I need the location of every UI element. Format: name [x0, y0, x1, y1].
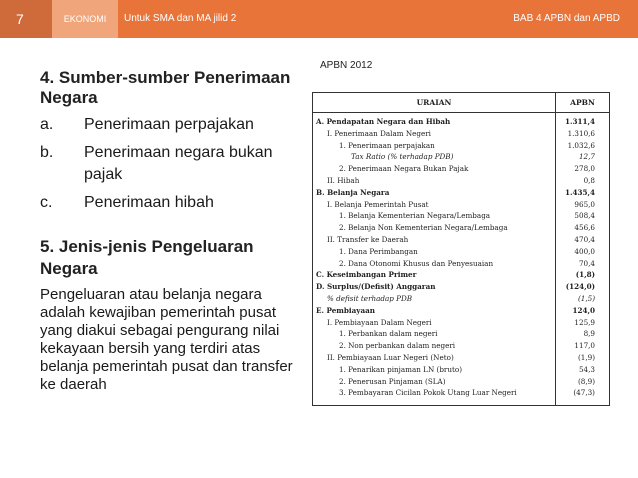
list-item: [40, 192, 308, 214]
row-label: 2. Belanja Non Kementerian Negara/Lembaga: [313, 222, 556, 234]
page-number: 7: [0, 0, 52, 38]
row-label: 2. Dana Otonomi Khusus dan Penyesuaian: [313, 258, 556, 270]
row-label: B. Belanja Negara: [313, 187, 556, 199]
row-value: 125,9: [574, 317, 595, 327]
table-row: [313, 305, 610, 317]
row-label: C. Keseimbangan Primer: [313, 269, 556, 281]
table-row: [313, 340, 610, 352]
chapter-title: BAB 4 APBN dan APBD: [513, 13, 620, 24]
row-value: (47,3): [573, 388, 595, 398]
list-item-text: Penerimaan negara bukan pajak: [84, 144, 273, 183]
header-bar: [0, 0, 638, 38]
row-value: 470,4: [574, 234, 595, 244]
row-value: (8,9): [577, 376, 595, 386]
book-title: Untuk SMA dan MA jilid 2: [124, 13, 237, 24]
section5-title: 5. Jenis-jenis Pengeluaran Negara: [40, 237, 254, 278]
row-value: (124,0): [565, 282, 595, 292]
list-item-text: Penerimaan perpajakan: [84, 116, 254, 133]
table-row: [313, 128, 610, 140]
subject-label: EKONOMI: [52, 0, 118, 38]
row-label: 1. Dana Perimbangan: [313, 246, 556, 258]
table-row: [313, 234, 610, 246]
table-row: [313, 163, 610, 175]
row-label: 1. Perbankan dalam negeri: [313, 328, 556, 340]
list-item: [40, 114, 308, 136]
list-marker: a.: [40, 116, 54, 133]
table-row: [313, 269, 610, 281]
column-header-apbn: APBN: [556, 93, 610, 113]
row-label: II. Hibah: [313, 175, 556, 187]
table-row: [313, 364, 610, 376]
row-label: 2. Non perbankan dalam negeri: [313, 340, 556, 352]
table-row: [313, 328, 610, 340]
list-marker: b.: [40, 144, 54, 161]
table-row: [313, 293, 610, 305]
row-label: II. Transfer ke Daerah: [313, 234, 556, 246]
table-row: [313, 376, 610, 388]
row-label: 1. Belanja Kementerian Negara/Lembaga: [313, 210, 556, 222]
row-value: 12,7: [578, 152, 595, 162]
row-label: A. Pendapatan Negara dan Hibah: [313, 113, 556, 128]
table-row: [313, 199, 610, 211]
row-label: E. Pembiayaan: [313, 305, 556, 317]
row-value: 8,9: [583, 329, 595, 339]
row-value: 1.310,6: [567, 128, 595, 138]
table-row: [313, 317, 610, 329]
table-row: [313, 258, 610, 270]
row-label: 2. Penerimaan Negara Bukan Pajak: [313, 163, 556, 175]
column-header-uraian: URAIAN: [313, 93, 556, 113]
row-value: 965,0: [574, 199, 595, 209]
row-label: II. Pembiayaan Luar Negeri (Neto): [313, 352, 556, 364]
row-label: 2. Penerusan Pinjaman (SLA): [313, 376, 556, 388]
table-row: [313, 387, 610, 405]
table-row: [313, 222, 610, 234]
row-value: 400,0: [574, 246, 595, 256]
section4-title: 4. Sumber-sumber Penerimaan Negara: [40, 68, 291, 107]
row-value: (1,5): [577, 293, 595, 303]
table-row: [313, 246, 610, 258]
row-value: (1,9): [577, 352, 595, 362]
row-value: 70,4: [578, 258, 595, 268]
row-value: 1.311,4: [564, 117, 595, 126]
row-value: 456,6: [574, 223, 595, 233]
row-value: (1,8): [575, 270, 595, 280]
table-row: [313, 281, 610, 293]
row-label: I. Penerimaan Dalam Negeri: [313, 128, 556, 140]
table-row: [313, 352, 610, 364]
row-label: I. Pembiayaan Dalam Negeri: [313, 317, 556, 329]
table-row: [313, 175, 610, 187]
row-label: 1. Penarikan pinjaman LN (bruto): [313, 364, 556, 376]
row-value: 1.032,6: [567, 140, 595, 150]
row-value: 124,0: [572, 305, 595, 315]
table-row: [313, 113, 610, 128]
table-header-row: [313, 93, 610, 113]
list-marker: c.: [40, 194, 53, 211]
apbn-table: [312, 92, 610, 406]
row-label: 1. Penerimaan perpajakan: [313, 140, 556, 152]
row-label: I. Belanja Pemerintah Pusat: [313, 199, 556, 211]
revenue-source-list: [40, 114, 308, 214]
table-row: [313, 140, 610, 152]
row-label: Tax Ratio (% terhadap PDB): [313, 151, 556, 163]
table-row: [313, 210, 610, 222]
row-value: 508,4: [574, 211, 595, 221]
row-label: 3. Pembayaran Cicilan Pokok Utang Luar Negeri: [313, 387, 556, 405]
list-item-text: Penerimaan hibah: [84, 194, 214, 211]
row-label: % defisit terhadap PDB: [313, 293, 556, 305]
table-row: [313, 187, 610, 199]
row-value: 117,0: [574, 341, 595, 351]
table-caption: APBN 2012: [320, 60, 373, 71]
row-label: D. Surplus/(Defisit) Anggaran: [313, 281, 556, 293]
row-value: 1.435,4: [564, 187, 595, 197]
row-value: 278,0: [574, 164, 595, 174]
expenditure-paragraph: Pengeluaran atau belanja negara adalah kewajiban pemerintah pusat yang diakui sebagai pengurang nilai kekayaan bersih yang terdiri atas belanja pemerintah pusat dan transfer ke daerah: [40, 286, 293, 393]
row-value: 54,3: [578, 364, 595, 374]
row-value: 0,8: [583, 175, 595, 185]
left-column: [40, 68, 308, 394]
table-row: [313, 151, 610, 163]
list-item: [40, 142, 308, 186]
